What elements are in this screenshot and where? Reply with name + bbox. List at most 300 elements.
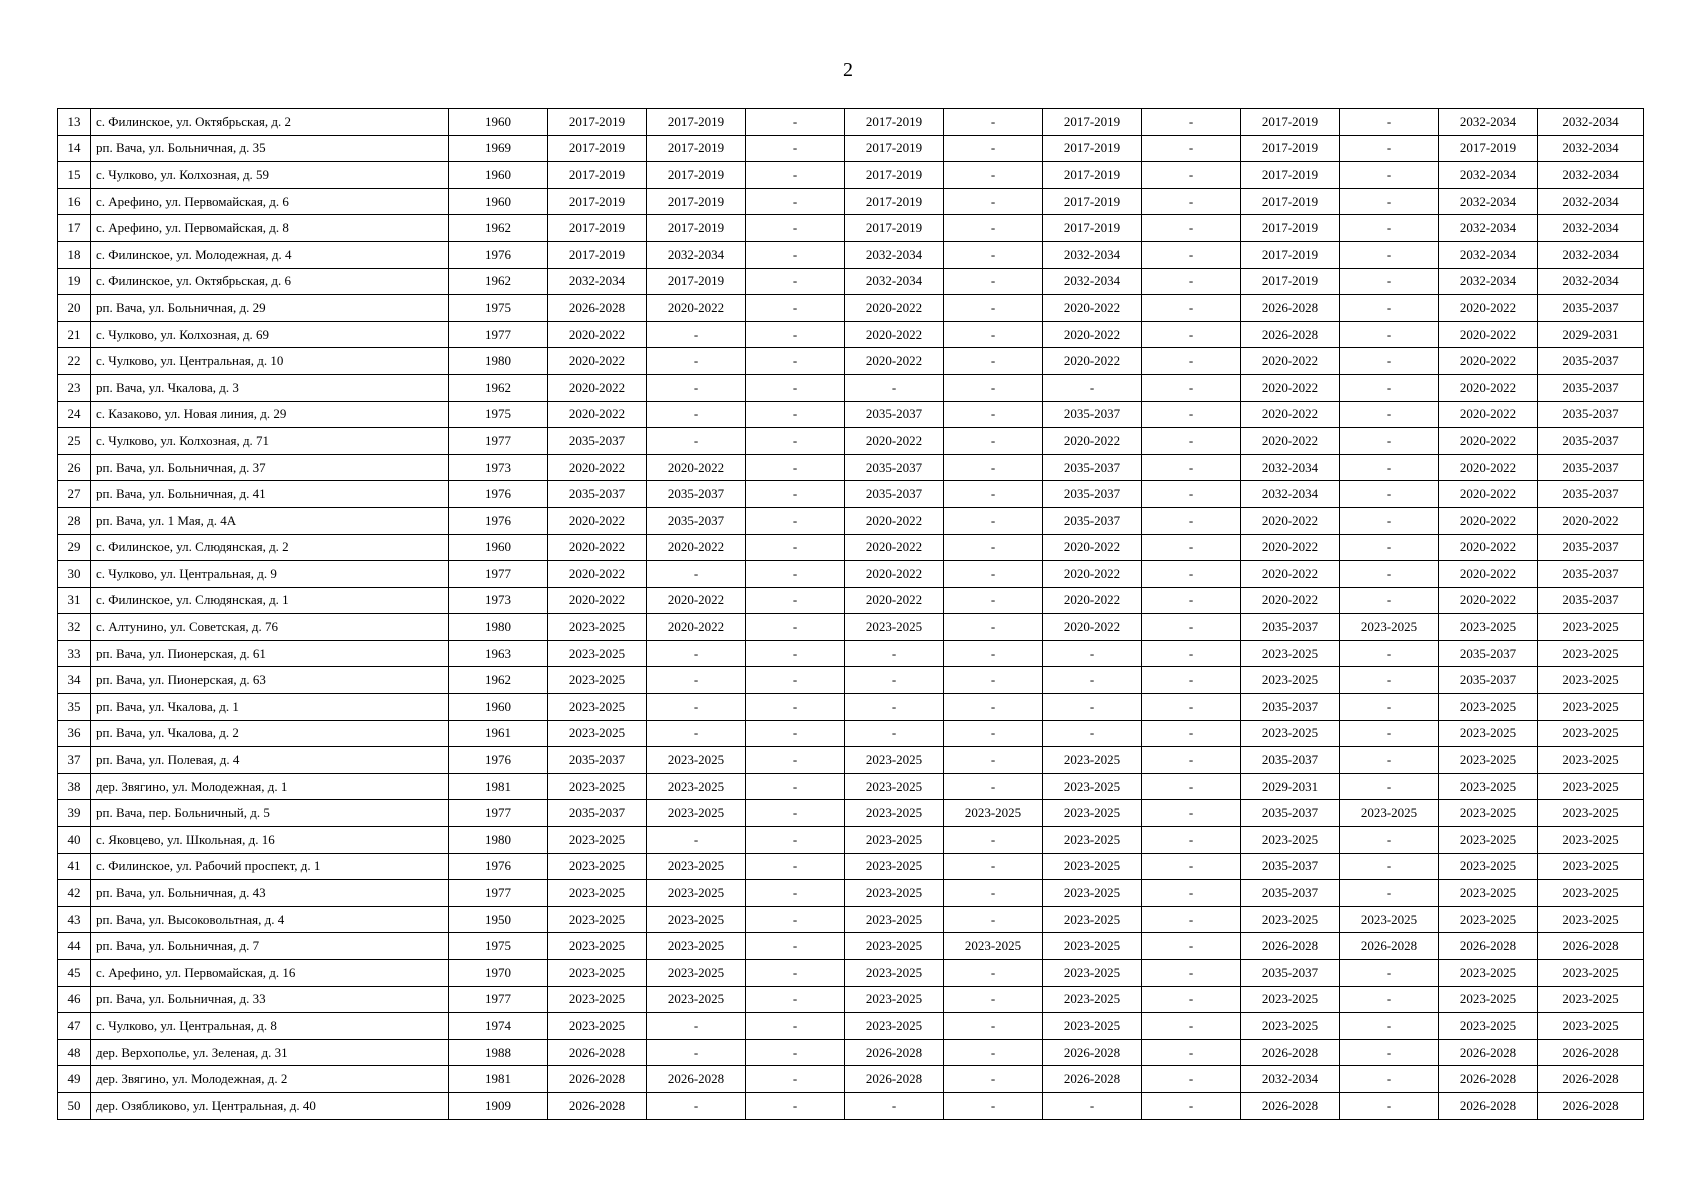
row-number-cell: 41 [58, 853, 91, 880]
period-cell-8: 2023-2025 [1241, 640, 1340, 667]
period-cell-1: 2026-2028 [548, 1039, 647, 1066]
period-cell-6: 2023-2025 [1043, 827, 1142, 854]
address-cell: с. Казаково, ул. Новая линия, д. 29 [91, 401, 449, 428]
table-row [58, 986, 1644, 1013]
period-cell-9: - [1340, 135, 1439, 162]
period-cell-9: - [1340, 295, 1439, 322]
period-cell-11: 2035-2037 [1538, 587, 1644, 614]
period-cell-9: - [1340, 720, 1439, 747]
table-row [58, 880, 1644, 907]
year-cell: 1975 [449, 295, 548, 322]
period-cell-2: - [647, 720, 746, 747]
period-cell-7: - [1142, 933, 1241, 960]
period-cell-7: - [1142, 348, 1241, 375]
table-row [58, 906, 1644, 933]
address-cell: рп. Вача, ул. Больничная, д. 29 [91, 295, 449, 322]
period-cell-8: 2035-2037 [1241, 614, 1340, 641]
period-cell-10: 2023-2025 [1439, 1013, 1538, 1040]
period-cell-10: 2020-2022 [1439, 561, 1538, 588]
period-cell-2: 2032-2034 [647, 241, 746, 268]
table-row [58, 747, 1644, 774]
period-cell-8: 2020-2022 [1241, 507, 1340, 534]
period-cell-9: - [1340, 401, 1439, 428]
period-cell-6: - [1043, 694, 1142, 721]
period-cell-2: 2020-2022 [647, 534, 746, 561]
period-cell-8: 2035-2037 [1241, 880, 1340, 907]
period-cell-11: 2026-2028 [1538, 1039, 1644, 1066]
period-cell-2: - [647, 561, 746, 588]
period-cell-5: - [944, 534, 1043, 561]
period-cell-7: - [1142, 773, 1241, 800]
row-number-cell: 26 [58, 454, 91, 481]
period-cell-8: 2020-2022 [1241, 534, 1340, 561]
period-cell-2: - [647, 321, 746, 348]
period-cell-11: 2035-2037 [1538, 428, 1644, 455]
period-cell-2: 2023-2025 [647, 986, 746, 1013]
address-cell: с. Чулково, ул. Центральная, д. 8 [91, 1013, 449, 1040]
row-number-cell: 33 [58, 640, 91, 667]
period-cell-2: - [647, 401, 746, 428]
period-cell-1: 2023-2025 [548, 1013, 647, 1040]
period-cell-7: - [1142, 241, 1241, 268]
period-cell-5: - [944, 109, 1043, 136]
period-cell-9: 2026-2028 [1340, 933, 1439, 960]
period-cell-5: - [944, 853, 1043, 880]
period-cell-3: - [746, 986, 845, 1013]
period-cell-11: 2035-2037 [1538, 481, 1644, 508]
period-cell-1: 2023-2025 [548, 960, 647, 987]
address-cell: дер. Верхополье, ул. Зеленая, д. 31 [91, 1039, 449, 1066]
period-cell-1: 2017-2019 [548, 188, 647, 215]
period-cell-8: 2026-2028 [1241, 1039, 1340, 1066]
period-cell-1: 2023-2025 [548, 667, 647, 694]
period-cell-6: 2020-2022 [1043, 348, 1142, 375]
period-cell-6: 2020-2022 [1043, 614, 1142, 641]
period-cell-9: - [1340, 188, 1439, 215]
period-cell-11: 2035-2037 [1538, 561, 1644, 588]
period-cell-11: 2023-2025 [1538, 773, 1644, 800]
period-cell-11: 2029-2031 [1538, 321, 1644, 348]
period-cell-10: 2032-2034 [1439, 215, 1538, 242]
row-number-cell: 20 [58, 295, 91, 322]
row-number-cell: 25 [58, 428, 91, 455]
year-cell: 1976 [449, 241, 548, 268]
period-cell-8: 2032-2034 [1241, 454, 1340, 481]
period-cell-3: - [746, 773, 845, 800]
period-cell-10: 2026-2028 [1439, 1039, 1538, 1066]
period-cell-5: - [944, 747, 1043, 774]
period-cell-6: 2017-2019 [1043, 109, 1142, 136]
period-cell-5: - [944, 188, 1043, 215]
period-cell-10: 2032-2034 [1439, 241, 1538, 268]
year-cell: 1961 [449, 720, 548, 747]
year-cell: 1980 [449, 827, 548, 854]
table-row [58, 587, 1644, 614]
row-number-cell: 36 [58, 720, 91, 747]
period-cell-11: 2035-2037 [1538, 348, 1644, 375]
table-row [58, 348, 1644, 375]
period-cell-7: - [1142, 587, 1241, 614]
period-cell-6: 2023-2025 [1043, 773, 1142, 800]
period-cell-11: 2020-2022 [1538, 507, 1644, 534]
period-cell-1: 2020-2022 [548, 587, 647, 614]
period-cell-2: 2020-2022 [647, 587, 746, 614]
period-cell-7: - [1142, 720, 1241, 747]
period-cell-5: - [944, 880, 1043, 907]
period-cell-4: 2026-2028 [845, 1066, 944, 1093]
address-cell: рп. Вача, ул. Чкалова, д. 1 [91, 694, 449, 721]
period-cell-10: 2023-2025 [1439, 773, 1538, 800]
row-number-cell: 15 [58, 162, 91, 189]
row-number-cell: 35 [58, 694, 91, 721]
period-cell-1: 2017-2019 [548, 109, 647, 136]
row-number-cell: 38 [58, 773, 91, 800]
period-cell-4: 2032-2034 [845, 268, 944, 295]
period-cell-8: 2026-2028 [1241, 295, 1340, 322]
table-row [58, 773, 1644, 800]
period-cell-7: - [1142, 401, 1241, 428]
period-cell-4: 2020-2022 [845, 561, 944, 588]
period-cell-5: 2023-2025 [944, 800, 1043, 827]
period-cell-2: 2026-2028 [647, 1066, 746, 1093]
period-cell-6: 2023-2025 [1043, 933, 1142, 960]
period-cell-3: - [746, 188, 845, 215]
table-row [58, 454, 1644, 481]
table-row [58, 215, 1644, 242]
period-cell-7: - [1142, 374, 1241, 401]
period-cell-5: - [944, 162, 1043, 189]
period-cell-8: 2023-2025 [1241, 667, 1340, 694]
period-cell-7: - [1142, 853, 1241, 880]
period-cell-9: - [1340, 215, 1439, 242]
period-cell-7: - [1142, 747, 1241, 774]
period-cell-10: 2020-2022 [1439, 321, 1538, 348]
year-cell: 1962 [449, 374, 548, 401]
period-cell-4: 2023-2025 [845, 747, 944, 774]
period-cell-6: - [1043, 667, 1142, 694]
period-cell-11: 2035-2037 [1538, 534, 1644, 561]
period-cell-2: - [647, 374, 746, 401]
period-cell-5: - [944, 215, 1043, 242]
period-cell-10: 2023-2025 [1439, 827, 1538, 854]
period-cell-7: - [1142, 1039, 1241, 1066]
period-cell-11: 2026-2028 [1538, 1092, 1644, 1119]
period-cell-9: - [1340, 561, 1439, 588]
row-number-cell: 49 [58, 1066, 91, 1093]
table-row [58, 162, 1644, 189]
period-cell-4: 2023-2025 [845, 1013, 944, 1040]
table-row [58, 720, 1644, 747]
period-cell-3: - [746, 241, 845, 268]
period-cell-2: - [647, 827, 746, 854]
period-cell-4: - [845, 720, 944, 747]
period-cell-11: 2023-2025 [1538, 694, 1644, 721]
period-cell-7: - [1142, 428, 1241, 455]
address-cell: дер. Звягино, ул. Молодежная, д. 1 [91, 773, 449, 800]
address-cell: с. Алтунино, ул. Советская, д. 76 [91, 614, 449, 641]
period-cell-7: - [1142, 827, 1241, 854]
year-cell: 1962 [449, 667, 548, 694]
row-number-cell: 39 [58, 800, 91, 827]
period-cell-1: 2035-2037 [548, 747, 647, 774]
period-cell-2: 2020-2022 [647, 454, 746, 481]
period-cell-4: - [845, 1092, 944, 1119]
year-cell: 1976 [449, 853, 548, 880]
year-cell: 1980 [449, 348, 548, 375]
period-cell-3: - [746, 800, 845, 827]
year-cell: 1976 [449, 481, 548, 508]
period-cell-6: 2035-2037 [1043, 454, 1142, 481]
period-cell-5: - [944, 374, 1043, 401]
period-cell-5: - [944, 268, 1043, 295]
table-row [58, 188, 1644, 215]
period-cell-2: 2017-2019 [647, 268, 746, 295]
row-number-cell: 40 [58, 827, 91, 854]
period-cell-6: 2023-2025 [1043, 880, 1142, 907]
row-number-cell: 16 [58, 188, 91, 215]
period-cell-10: 2020-2022 [1439, 348, 1538, 375]
period-cell-9: - [1340, 321, 1439, 348]
period-cell-11: 2023-2025 [1538, 960, 1644, 987]
year-cell: 1962 [449, 268, 548, 295]
period-cell-4: 2023-2025 [845, 773, 944, 800]
period-cell-8: 2020-2022 [1241, 561, 1340, 588]
row-number-cell: 31 [58, 587, 91, 614]
period-cell-4: 2032-2034 [845, 241, 944, 268]
period-cell-4: 2020-2022 [845, 348, 944, 375]
period-cell-3: - [746, 1013, 845, 1040]
row-number-cell: 24 [58, 401, 91, 428]
period-cell-3: - [746, 162, 845, 189]
period-cell-9: - [1340, 534, 1439, 561]
period-cell-4: 2035-2037 [845, 454, 944, 481]
period-cell-1: 2023-2025 [548, 853, 647, 880]
period-cell-7: - [1142, 667, 1241, 694]
period-cell-3: - [746, 295, 845, 322]
period-cell-2: - [647, 640, 746, 667]
period-cell-3: - [746, 401, 845, 428]
period-cell-6: 2020-2022 [1043, 295, 1142, 322]
period-cell-5: - [944, 241, 1043, 268]
period-cell-6: 2023-2025 [1043, 1013, 1142, 1040]
row-number-cell: 22 [58, 348, 91, 375]
period-cell-3: - [746, 534, 845, 561]
period-cell-5: - [944, 348, 1043, 375]
period-cell-10: 2020-2022 [1439, 507, 1538, 534]
period-cell-4: 2035-2037 [845, 401, 944, 428]
period-cell-3: - [746, 933, 845, 960]
period-cell-5: - [944, 454, 1043, 481]
address-cell: с. Чулково, ул. Центральная, д. 9 [91, 561, 449, 588]
period-cell-11: 2032-2034 [1538, 162, 1644, 189]
period-cell-7: - [1142, 880, 1241, 907]
address-cell: рп. Вача, ул. Чкалова, д. 2 [91, 720, 449, 747]
period-cell-11: 2023-2025 [1538, 880, 1644, 907]
address-cell: рп. Вача, ул. Больничная, д. 41 [91, 481, 449, 508]
row-number-cell: 34 [58, 667, 91, 694]
period-cell-6: 2035-2037 [1043, 481, 1142, 508]
period-cell-1: 2023-2025 [548, 906, 647, 933]
period-cell-9: - [1340, 268, 1439, 295]
table-row [58, 614, 1644, 641]
period-cell-7: - [1142, 481, 1241, 508]
period-cell-7: - [1142, 321, 1241, 348]
period-cell-2: 2017-2019 [647, 109, 746, 136]
table-row [58, 1039, 1644, 1066]
period-cell-6: 2035-2037 [1043, 401, 1142, 428]
year-cell: 1977 [449, 880, 548, 907]
period-cell-8: 2017-2019 [1241, 215, 1340, 242]
period-cell-6: 2026-2028 [1043, 1039, 1142, 1066]
period-cell-4: 2020-2022 [845, 587, 944, 614]
period-cell-2: - [647, 428, 746, 455]
address-cell: дер. Звягино, ул. Молодежная, д. 2 [91, 1066, 449, 1093]
period-cell-5: - [944, 1013, 1043, 1040]
period-cell-1: 2020-2022 [548, 321, 647, 348]
period-cell-11: 2023-2025 [1538, 986, 1644, 1013]
year-cell: 1969 [449, 135, 548, 162]
period-cell-9: - [1340, 853, 1439, 880]
row-number-cell: 47 [58, 1013, 91, 1040]
period-cell-6: 2020-2022 [1043, 321, 1142, 348]
period-cell-4: 2023-2025 [845, 986, 944, 1013]
period-cell-10: 2032-2034 [1439, 268, 1538, 295]
year-cell: 1977 [449, 986, 548, 1013]
period-cell-1: 2020-2022 [548, 454, 647, 481]
period-cell-1: 2023-2025 [548, 640, 647, 667]
period-cell-8: 2035-2037 [1241, 694, 1340, 721]
table-row [58, 481, 1644, 508]
table-row [58, 1092, 1644, 1119]
table-row [58, 694, 1644, 721]
period-cell-4: 2023-2025 [845, 933, 944, 960]
period-cell-5: - [944, 295, 1043, 322]
period-cell-6: - [1043, 374, 1142, 401]
address-cell: дер. Озябликово, ул. Центральная, д. 40 [91, 1092, 449, 1119]
row-number-cell: 48 [58, 1039, 91, 1066]
period-cell-6: 2026-2028 [1043, 1066, 1142, 1093]
year-cell: 1963 [449, 640, 548, 667]
period-cell-7: - [1142, 109, 1241, 136]
row-number-cell: 21 [58, 321, 91, 348]
address-cell: рп. Вача, ул. Пионерская, д. 63 [91, 667, 449, 694]
period-cell-1: 2020-2022 [548, 507, 647, 534]
period-cell-11: 2032-2034 [1538, 135, 1644, 162]
year-cell: 1950 [449, 906, 548, 933]
table-row [58, 827, 1644, 854]
period-cell-5: 2023-2025 [944, 933, 1043, 960]
period-cell-7: - [1142, 295, 1241, 322]
period-cell-8: 2017-2019 [1241, 241, 1340, 268]
period-cell-2: 2017-2019 [647, 188, 746, 215]
period-cell-9: - [1340, 587, 1439, 614]
row-number-cell: 30 [58, 561, 91, 588]
period-cell-4: 2023-2025 [845, 960, 944, 987]
period-cell-11: 2032-2034 [1538, 268, 1644, 295]
row-number-cell: 28 [58, 507, 91, 534]
period-cell-10: 2035-2037 [1439, 640, 1538, 667]
period-cell-6: 2020-2022 [1043, 587, 1142, 614]
period-cell-1: 2023-2025 [548, 720, 647, 747]
table-row [58, 1066, 1644, 1093]
period-cell-8: 2017-2019 [1241, 135, 1340, 162]
period-cell-2: - [647, 1013, 746, 1040]
period-cell-3: - [746, 640, 845, 667]
period-cell-11: 2023-2025 [1538, 906, 1644, 933]
period-cell-11: 2032-2034 [1538, 241, 1644, 268]
period-cell-9: - [1340, 481, 1439, 508]
row-number-cell: 17 [58, 215, 91, 242]
period-cell-10: 2023-2025 [1439, 800, 1538, 827]
period-cell-6: 2020-2022 [1043, 428, 1142, 455]
period-cell-5: - [944, 1039, 1043, 1066]
period-cell-7: - [1142, 507, 1241, 534]
period-cell-1: 2035-2037 [548, 428, 647, 455]
row-number-cell: 19 [58, 268, 91, 295]
year-cell: 1981 [449, 773, 548, 800]
period-cell-10: 2026-2028 [1439, 933, 1538, 960]
period-cell-5: - [944, 773, 1043, 800]
address-cell: с. Чулково, ул. Центральная, д. 10 [91, 348, 449, 375]
period-cell-4: 2017-2019 [845, 162, 944, 189]
period-cell-7: - [1142, 614, 1241, 641]
period-cell-5: - [944, 1092, 1043, 1119]
period-cell-4: 2017-2019 [845, 109, 944, 136]
period-cell-10: 2020-2022 [1439, 587, 1538, 614]
address-cell: с. Арефино, ул. Первомайская, д. 6 [91, 188, 449, 215]
period-cell-6: 2023-2025 [1043, 986, 1142, 1013]
period-cell-10: 2023-2025 [1439, 960, 1538, 987]
period-cell-9: - [1340, 694, 1439, 721]
period-cell-11: 2023-2025 [1538, 640, 1644, 667]
period-cell-2: 2017-2019 [647, 162, 746, 189]
period-cell-1: 2032-2034 [548, 268, 647, 295]
row-number-cell: 32 [58, 614, 91, 641]
period-cell-5: - [944, 428, 1043, 455]
address-cell: рп. Вача, пер. Больничный, д. 5 [91, 800, 449, 827]
period-cell-4: - [845, 667, 944, 694]
period-cell-7: - [1142, 135, 1241, 162]
period-cell-6: 2017-2019 [1043, 215, 1142, 242]
period-cell-8: 2017-2019 [1241, 109, 1340, 136]
period-cell-11: 2032-2034 [1538, 109, 1644, 136]
period-cell-7: - [1142, 268, 1241, 295]
period-cell-7: - [1142, 986, 1241, 1013]
period-cell-2: - [647, 667, 746, 694]
period-cell-8: 2017-2019 [1241, 162, 1340, 189]
period-cell-9: - [1340, 986, 1439, 1013]
period-cell-3: - [746, 587, 845, 614]
period-cell-5: - [944, 960, 1043, 987]
year-cell: 1962 [449, 215, 548, 242]
period-cell-7: - [1142, 800, 1241, 827]
table-row [58, 321, 1644, 348]
period-cell-8: 2026-2028 [1241, 1092, 1340, 1119]
period-cell-3: - [746, 827, 845, 854]
period-cell-4: 2023-2025 [845, 827, 944, 854]
period-cell-3: - [746, 614, 845, 641]
period-cell-10: 2023-2025 [1439, 614, 1538, 641]
period-cell-10: 2020-2022 [1439, 534, 1538, 561]
row-number-cell: 23 [58, 374, 91, 401]
row-number-cell: 50 [58, 1092, 91, 1119]
schedule-body [58, 109, 1644, 1120]
year-cell: 1980 [449, 614, 548, 641]
period-cell-10: 2023-2025 [1439, 880, 1538, 907]
period-cell-2: 2035-2037 [647, 481, 746, 508]
period-cell-6: 2017-2019 [1043, 135, 1142, 162]
period-cell-3: - [746, 667, 845, 694]
